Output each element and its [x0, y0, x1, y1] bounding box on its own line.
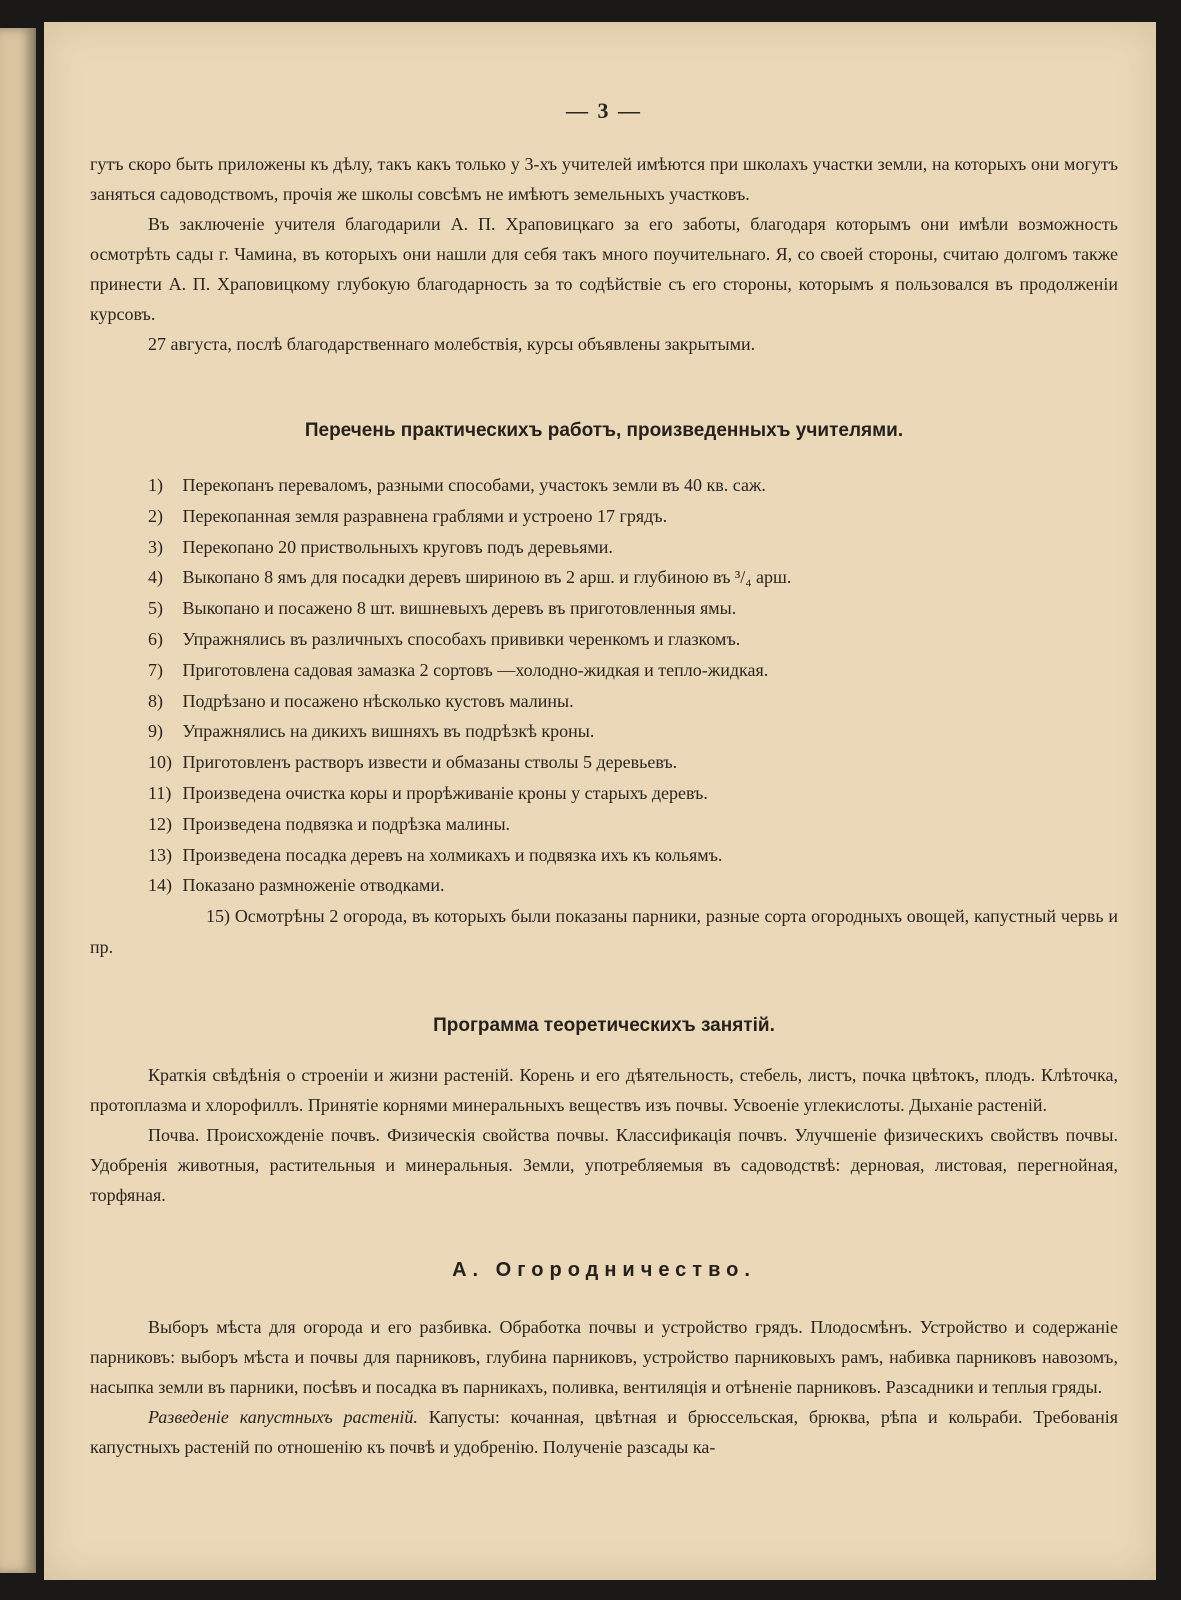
works-list-section [90, 470, 1118, 963]
works-item-text: Перекопанъ переваломъ, разными способами, участокъ земли въ 40 кв. саж. [182, 475, 766, 495]
works-item-text: Выкопано и посажено 8 шт. вишневыхъ деревъ въ приготовленныя ямы. [182, 598, 737, 619]
works-heading: Перечень практическихъ работъ, произведенныхъ учителями. [304, 420, 904, 441]
works-item-6 [90, 624, 1118, 655]
works-item-number: 3) [148, 536, 163, 557]
works-item-number: 13) [148, 844, 172, 865]
cabbage-text: Капусты: кочанная, цвѣтная и брюссельская, брюква, рѣпа и кольраби. Требованія капустныхъ растеній по отношенію къ почвѣ и удобренію. Полученіе разсады ка- [90, 1407, 1118, 1457]
theory-paragraph-2: Почва. Происхожденіе почвъ. Физическія свойства почвы. Классификація почвъ. Улучшеніе физическихъ свойствъ почвы. Удобренія животныя, растительныя и минеральныя. Земли, употребляемыя въ садоводствѣ: дерновая, листовая, перегнойная, торфяная. [90, 1125, 1118, 1205]
page-number: — 3 — [566, 98, 642, 123]
works-item-number: 7) [148, 659, 163, 680]
works-item-11 [90, 778, 1118, 809]
works-item-text: Подрѣзано и посажено нѣсколько кустовъ малины. [182, 690, 574, 711]
document-page [44, 22, 1156, 1580]
works-item-1 [90, 470, 1118, 501]
theory-section [90, 1060, 1118, 1210]
works-item-text: Приготовленъ растворъ извести и обмазаны стволы 5 деревьевъ. [182, 752, 678, 773]
works-item-text: Выкопано 8 ямъ для посадки деревъ шириною въ 2 арш. и глубиною въ ³/₄ арш. [182, 567, 792, 588]
works-item-13 [90, 840, 1118, 871]
works-item-number: 1) [148, 475, 163, 495]
works-item-number: 2) [148, 505, 163, 526]
works-item-9 [90, 716, 1118, 747]
works-item-3 [90, 532, 1118, 563]
works-item-5 [90, 593, 1118, 624]
works-item-number: 5) [148, 598, 163, 619]
intro-paragraph-3: 27 августа, послѣ благодарственнаго молебствія, курсы объявлены закрытыми. [148, 334, 756, 354]
intro-paragraph-2: Въ заключеніе учителя благодарили А. П. Храповицкаго за его заботы, благодаря которымъ они имѣли возможность осмотрѣть сады г. Чамина, въ которыхъ они нашли для себя такъ много поучительнаго. Я, со своей стороны, считаю долгомъ также принести А. П. Храповицкому глубокую благодарность за то содѣйствіе съ его стороны, которымъ я пользовался въ продолженіи курсовъ. [90, 214, 1118, 324]
works-item-text: Приготовлена садовая замазка 2 сортовъ —холодно-жидкая и тепло-жидкая. [182, 659, 769, 680]
section-a-paragraph-1: Выборъ мѣста для огорода и его разбивка. Обработка почвы и устройство грядъ. Плодосмѣнъ. Устройство и содержаніе парниковъ: выборъ мѣста и почвы для парниковъ, глубина парниковъ, устройство парниковыхъ рамъ, набивка парниковъ навозомъ, насыпка земли въ парники, посѣвъ и посадка въ парникахъ, поливка, вентиляція и отѣненіе парниковъ. Разсадники и теплыя гряды. [90, 1317, 1118, 1397]
cabbage-lead: Разведеніе капустныхъ растеній. [148, 1407, 418, 1427]
works-item-number: 12) [148, 813, 172, 834]
works-item-10 [90, 747, 1118, 778]
intro-section [90, 149, 1118, 359]
works-item-14 [90, 870, 1118, 901]
cabbage-paragraph [90, 1402, 1118, 1462]
works-item-7 [90, 655, 1118, 686]
theory-paragraph-1: Краткія свѣдѣнія о строеніи и жизни растеній. Корень и его дѣятельность, стебель, листъ, почка цвѣтокъ, плодъ. Клѣточка, протоплазма и хлорофиллъ. Принятіе корнями минеральныхъ веществъ изъ почвы. Усвоеніе углекислоты. Дыханіе растеній. [90, 1065, 1118, 1115]
left-page-edge [0, 28, 36, 1573]
theory-heading: Программа теоретическихъ занятій. [433, 1015, 775, 1036]
works-item-number: 15) [206, 906, 230, 927]
works-item-number: 8) [148, 690, 163, 711]
works-item-text: Показано размноженіе отводками. [182, 875, 445, 896]
intro-paragraph-1: гутъ скоро быть приложены къ дѣлу, такъ какъ только у 3-хъ учителей имѣются при школахъ участки земли, на которыхъ они могутъ заняться садоводствомъ, прочія же школы совсѣмъ не имѣютъ земельныхъ участковъ. [90, 154, 1118, 204]
works-item-number: 11) [148, 782, 172, 803]
works-item-number: 6) [148, 628, 163, 649]
works-item-text: Упражнялись на дикихъ вишняхъ въ подрѣзкѣ кроны. [182, 721, 595, 742]
works-item-number: 14) [148, 875, 172, 896]
works-item-text: Перекопано 20 приствольныхъ круговъ подъ деревьями. [182, 536, 613, 557]
section-a-body [90, 1312, 1118, 1462]
works-item-text: Осмотрѣны 2 огорода, въ которыхъ были показаны парники, разные сорта огородныхъ овощей, капустный червь и пр. [90, 906, 1119, 957]
works-item-text: Упражнялись въ различныхъ способахъ прививки черенкомъ и глазкомъ. [182, 628, 741, 649]
works-item-number: 9) [148, 721, 163, 742]
works-item-text: Произведена очистка коры и прорѣживаніе кроны у старыхъ деревъ. [182, 782, 708, 803]
works-item-2 [90, 501, 1118, 532]
works-item-number: 10) [148, 752, 172, 773]
works-item-4 [90, 562, 1118, 593]
works-item-text: Произведена посадка деревъ на холмикахъ и подвязка ихъ къ кольямъ. [182, 844, 723, 865]
works-item-12 [90, 809, 1118, 840]
works-item-text: Произведена подвязка и подрѣзка малины. [182, 813, 511, 834]
works-item-number: 4) [148, 567, 163, 588]
works-item-8 [90, 686, 1118, 717]
works-item-15 [90, 901, 1118, 963]
section-a-heading: А. Огородничество. [452, 1259, 756, 1281]
works-list [90, 470, 1118, 963]
works-item-text: Перекопанная земля разравнена граблями и устроено 17 грядъ. [182, 505, 668, 526]
